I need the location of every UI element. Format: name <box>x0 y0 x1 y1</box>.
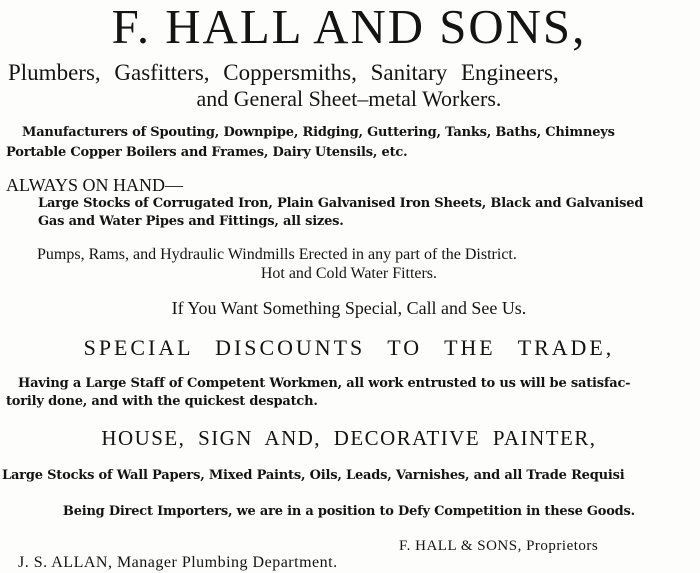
pumps-line-1: Pumps, Rams, and Hydraulic Windmills Erected in any part of the District. <box>37 246 517 263</box>
always-on-hand-line-1: Large Stocks of Corrugated Iron, Plain Galvanised Iron Sheets, Black and Galvanised <box>38 196 644 211</box>
staff-line-2: torily done, and with the quickest despatch. <box>6 394 318 409</box>
business-name: F. HALL AND SONS, <box>111 0 587 54</box>
pumps-line-2: Hot and Cold Water Fitters. <box>260 265 437 282</box>
special-call-line: If You Want Something Special, Call and See Us. <box>171 298 527 318</box>
discounts-heading: SPECIAL DISCOUNTS TO THE TRADE, <box>83 335 615 360</box>
wallpapers-line: Large Stocks of Wall Papers, Mixed Paints, Oils, Leads, Varnishes, and all Trade Requisi <box>2 468 625 483</box>
always-on-hand-line-2: Gas and Water Pipes and Fittings, all sizes. <box>38 214 344 229</box>
trades-line-2: and General Sheet–metal Workers. <box>196 86 502 111</box>
trades-line-1: Plumbers, Gasfitters, Coppersmiths, Sanitary Engineers, <box>8 60 559 85</box>
always-on-hand-heading: ALWAYS ON HAND— <box>6 175 184 195</box>
importers-line: Being Direct Importers, we are in a position to Defy Competition in these Goods. <box>62 504 635 519</box>
manufacturers-line-1: Manufacturers of Spouting, Downpipe, Ridging, Guttering, Tanks, Baths, Chimneys <box>22 125 615 140</box>
manufacturers-line-2: Portable Copper Boilers and Frames, Dairy Utensils, etc. <box>6 145 408 160</box>
painter-heading: HOUSE, SIGN AND, DECORATIVE PAINTER, <box>101 426 597 450</box>
proprietors-line: F. HALL & SONS, Proprietors <box>399 538 599 554</box>
manager-line: J. S. ALLAN, Manager Plumbing Department. <box>18 554 338 571</box>
staff-line-1: Having a Large Staff of Competent Workmen, all work entrusted to us will be satisfac- <box>18 376 631 391</box>
